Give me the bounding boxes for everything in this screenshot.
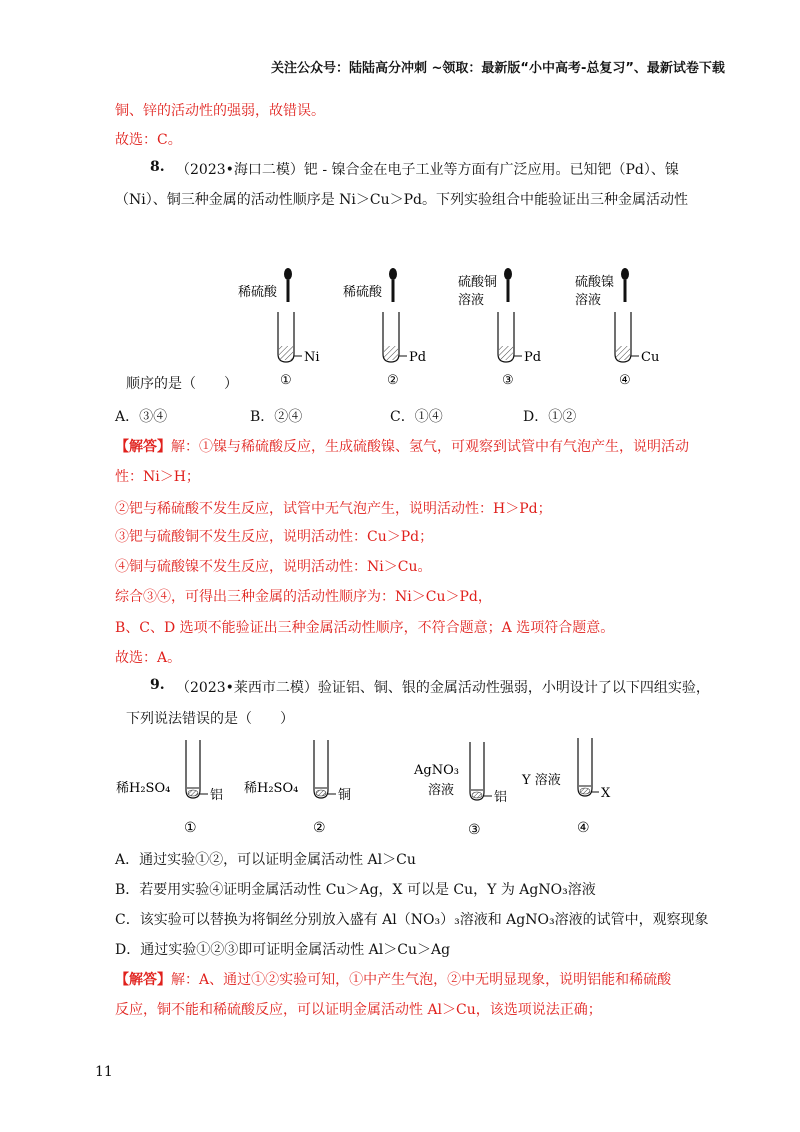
page-number: 11 (95, 1064, 113, 1080)
q8-stem-line-3: 顺序的是（ ） (126, 376, 238, 392)
q9-tube-3-reagent-line-2: 溶液 (428, 783, 455, 798)
q9-tube-1-number: ① (184, 820, 197, 836)
q9-tube-3-number: ③ (468, 822, 481, 838)
q9-tube-2 (244, 740, 351, 836)
q9-option-d: D．通过实验①②③即可证明金属活动性 Al＞Cu＞Ag (115, 942, 451, 958)
q9-tube-2-reagent: 稀H₂SO₄ (244, 781, 299, 796)
q8-answer-label: 【解答】 (115, 439, 171, 455)
q9-answer-label: 【解答】 (115, 972, 171, 988)
q9-tube-4-metal: X (601, 786, 611, 801)
q9-stem-line-1: （2023•莱西市二模）验证铝、铜、银的金属活动性强弱，小明设计了以下四组实验， (176, 680, 710, 696)
q9-tube-3-reagent-line-1: AgNO₃ (414, 763, 459, 778)
q9-tube-3 (413, 742, 507, 838)
q8-option-d: D．①② (523, 409, 577, 425)
q8-tube-3-reagent-line-2: 溶液 (458, 293, 485, 308)
q8-tube-3 (458, 268, 541, 388)
q9-tube-3-metal-piece (472, 792, 482, 798)
q8-tube-4-dropper-bulb (621, 268, 629, 280)
q8-answer-line-1 (115, 436, 689, 456)
q8-tube-3-reagent-line-1: 硫酸铜 (458, 275, 498, 290)
q8-answer-line-4: ③钯与硫酸铜不发生反应，说明活动性：Cu＞Pd； (115, 529, 434, 545)
q8-tube-1-metal-piece (279, 346, 293, 360)
q8-number: 8. (150, 159, 165, 175)
q9-tube-1-reagent: 稀H₂SO₄ (116, 781, 171, 796)
q8-tube-2-metal-piece (384, 346, 398, 360)
q8-tube-4-metal-piece (616, 346, 630, 360)
prev-answer-line-2: 故选：C。 (115, 132, 182, 148)
q8-tube-2 (343, 268, 426, 388)
q8-answer-line-3: ②钯与稀硫酸不发生反应，试管中无气泡产生，说明活动性：H＞Pd； (115, 501, 552, 517)
q9-number: 9. (150, 677, 165, 693)
q9-figure (110, 732, 630, 840)
q9-answer-line-2: 反应，铜不能和稀硫酸反应，可以证明金属活动性 Al＞Cu，该选项说法正确； (115, 1002, 602, 1018)
page-header: 关注公众号：陆陆高分冲刺 ~领取：最新版“小中高考-总复习”、最新试卷下载 (271, 61, 725, 76)
q9-stem-line-2: 下列说法错误的是（ ） (126, 711, 294, 727)
q8-tube-1-dropper-bulb (284, 268, 292, 280)
q9-answer-line-1 (115, 969, 671, 989)
q9-tube-2-metal-piece (316, 790, 326, 796)
q9-answer-text-1: 解：A、通过①②实验可知，①中产生气泡，②中无明显现象，说明铝能和稀硫酸 (171, 972, 672, 988)
q8-tube-3-number: ③ (502, 373, 514, 388)
q9-tube-4 (521, 738, 611, 836)
q9-tube-4-body (578, 738, 592, 796)
q9-tube-2-number: ② (313, 820, 326, 836)
q9-tube-3-body (470, 742, 484, 800)
q8-tube-3-metal: Pd (524, 350, 542, 365)
q8-tube-2-number: ② (387, 373, 399, 388)
q8-option-c: C．①④ (390, 409, 443, 425)
q8-tube-4-metal: Cu (641, 350, 660, 365)
q9-tube-1-metal: 铝 (210, 788, 224, 803)
q8-tube-2-metal: Pd (409, 350, 427, 365)
q9-tube-4-number: ④ (577, 820, 590, 836)
q9-option-b: B．若要用实验④证明金属活动性 Cu＞Ag，X 可以是 Cu，Y 为 AgNO₃溶液 (115, 882, 596, 898)
q8-tube-1-reagent: 稀硫酸 (238, 285, 278, 300)
prev-answer-line-1: 铜、锌的活动性的强弱，故错误。 (115, 103, 325, 119)
q8-tube-4-reagent-line-2: 溶液 (575, 293, 602, 308)
q8-answer-line-6: 综合③④，可得出三种金属的活动性顺序为：Ni＞Cu＞Pd， (115, 589, 492, 605)
q8-figure (230, 262, 680, 388)
q8-tube-3-metal-piece (499, 346, 513, 360)
q9-tube-4-reagent: Y 溶液 (522, 773, 561, 788)
q8-tube-4-reagent-line-1: 硫酸镍 (575, 275, 615, 290)
q8-stem-line-1: （2023•海口二模）钯 - 镍合金在电子工业等方面有广泛应用。已知钯（Pd）、镍 (176, 162, 679, 178)
q8-answer-line-2: 性：Ni＞H； (115, 469, 200, 485)
q8-answer-text-1: 解：①镍与稀硫酸反应，生成硫酸镍、氢气，可观察到试管中有气泡产生，说明活动 (171, 439, 689, 455)
q8-tube-4-number: ④ (619, 373, 631, 388)
q8-tube-3-dropper-bulb (504, 268, 512, 280)
q8-option-a: A．③④ (115, 409, 168, 425)
q9-tube-1-body (186, 740, 200, 798)
q8-option-b: B．②④ (250, 409, 303, 425)
q8-tube-4 (575, 268, 659, 388)
q9-tube-2-body (314, 740, 328, 798)
q8-tube-1 (238, 268, 320, 388)
q8-answer-line-5: ④铜与硫酸镍不发生反应，说明活动性：Ni＞Cu。 (115, 559, 432, 575)
q8-tube-1-number: ① (280, 373, 292, 388)
q8-stem-line-2: （Ni）、铜三种金属的活动性顺序是 Ni＞Cu＞Pd。下列实验组合中能验证出三种金属活动性 (115, 192, 689, 208)
q9-tube-2-metal: 铜 (338, 788, 352, 803)
q8-tube-2-dropper-bulb (389, 268, 397, 280)
q8-answer-line-8: 故选：A。 (115, 650, 182, 666)
q9-tube-1-metal-piece (188, 790, 198, 796)
q8-tube-1-metal: Ni (304, 350, 320, 365)
q9-tube-4-metal-piece (580, 788, 590, 794)
q8-answer-line-7: B、C、D 选项不能验证出三种金属活动性顺序，不符合题意；A 选项符合题意。 (115, 620, 615, 636)
q9-tube-3-metal: 铝 (494, 790, 508, 805)
q8-tube-2-reagent: 稀硫酸 (343, 285, 383, 300)
q9-tube-1 (116, 740, 223, 836)
q9-option-a: A．通过实验①②，可以证明金属活动性 Al＞Cu (115, 852, 416, 868)
q9-option-c: C．该实验可以替换为将铜丝分别放入盛有 Al（NO₃）₃溶液和 AgNO₃溶液的试管中，观察现象 (115, 912, 709, 928)
